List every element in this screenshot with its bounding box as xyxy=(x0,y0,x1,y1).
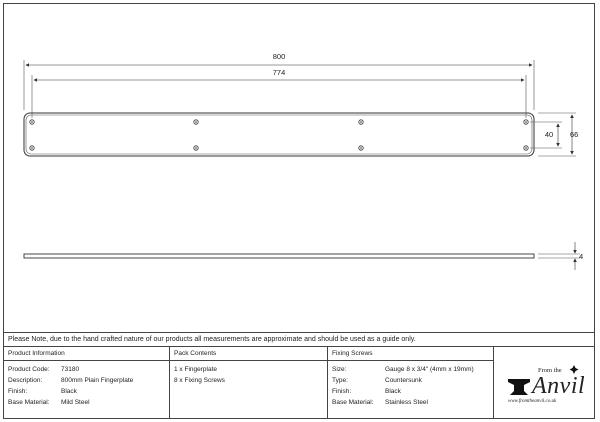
row-label: Product Code: xyxy=(8,366,50,373)
pack-contents-panel xyxy=(170,346,328,419)
row-value: Countersunk xyxy=(385,377,422,384)
row-value: Mild Steel xyxy=(61,399,90,406)
logo-url: www.fromtheanvil.co.uk xyxy=(508,399,557,404)
product-information-panel xyxy=(4,346,170,419)
screw-finish-row xyxy=(332,386,493,397)
plate-front-view xyxy=(24,113,534,156)
row-value: 73180 xyxy=(61,366,80,373)
logo-brand: Anvil xyxy=(532,373,586,399)
fixing-screws-panel xyxy=(328,346,494,419)
height-label: 66 xyxy=(570,130,579,139)
thickness-dimension xyxy=(538,242,583,270)
screw-hole-markers xyxy=(30,120,528,150)
description-row xyxy=(8,375,169,386)
screw-material-row xyxy=(332,397,493,408)
base-material-row xyxy=(8,397,169,408)
row-label: Type: xyxy=(332,377,348,384)
row-value: Stainless Steel xyxy=(385,399,428,406)
pack-contents-heading: Pack Contents xyxy=(170,347,327,361)
row-label: Finish: xyxy=(332,388,352,395)
from-the-anvil-logo xyxy=(494,346,594,419)
product-information-heading: Product Information xyxy=(4,347,169,361)
pack-item: 8 x Fixing Screws xyxy=(174,377,225,384)
row-value: Black xyxy=(385,388,401,395)
row-label: Description: xyxy=(8,377,43,384)
fixing-screws-heading: Fixing Screws xyxy=(328,347,493,361)
overall-length-label: 800 xyxy=(272,52,286,61)
hole-span-label: 774 xyxy=(272,68,286,77)
pack-item: 1 x Fingerplate xyxy=(174,366,217,373)
hole-span-dimension xyxy=(32,68,526,118)
row-value: Black xyxy=(61,388,77,395)
hole-spacing-dimension xyxy=(530,122,562,148)
row-label: Base Material: xyxy=(8,399,50,406)
row-label: Base Material: xyxy=(332,399,374,406)
row-label: Size: xyxy=(332,366,347,373)
finish-row xyxy=(8,386,169,397)
row-value: Gauge 8 x 3/4" (4mm x 19mm) xyxy=(385,366,474,373)
hole-spacing-label: 40 xyxy=(544,130,554,139)
row-value: 800mm Plain Fingerplate xyxy=(61,377,134,384)
screw-type-row xyxy=(332,375,493,386)
overall-length-dimension xyxy=(24,52,534,110)
screw-size-row xyxy=(332,364,493,375)
product-code-row xyxy=(8,364,169,375)
plate-side-view xyxy=(24,254,534,258)
logo-from-the: From the xyxy=(538,367,562,374)
measurement-note: Please Note, due to the hand crafted nature of our products all measurements are approximate and should be used as a guide only. xyxy=(4,332,594,346)
row-label: Finish: xyxy=(8,388,28,395)
thickness-label: 4 xyxy=(579,252,584,261)
